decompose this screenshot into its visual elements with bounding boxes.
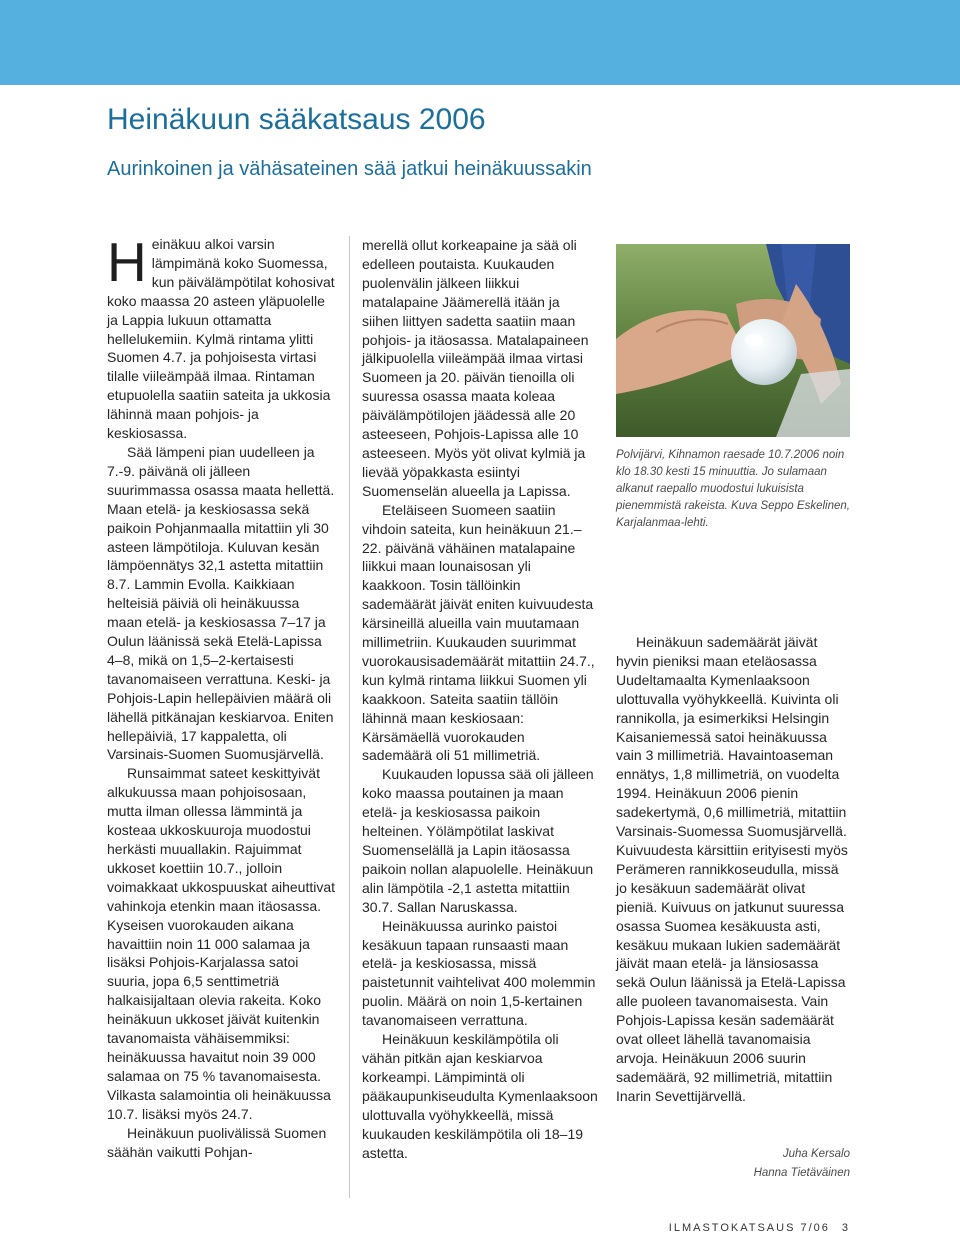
paragraph: Heinäkuun sademäärät jäivät hyvin pieniksi maan eteläosassa Uudeltamaalta Kymenlaaksoon ulottuvalla vyöhykkeellä. Kuivinta oli rannikolla, ja esimerkiksi Helsingin Kaisaniemessä satoi heinäkuussa vain 3 millimetriä. Havaintoaseman ennätys, 1,8 millimetriä, on vuodelta 1994. Heinäkuun 2006 pienin sadekertymä, 0,6 millimetriä, mitattiin Varsinais-Suomessa Suomusjärvellä. Kuivuudesta kärsittiin erityisesti myös Perämeren rannikkoseudulla, missä jo kesäkuun sademäärät olivat pieniä. Kuivuus on jatkunut suuressa osassa Suomea kesäkuusta asti, kesäkuu mukaan lukien sademäärät jäivät maan etelä- ja länsiosassa sekä Oulun läänissä ja Etelä-Lapissa alle puoleen tavanomaisesta. Vain Pohjois-Lapissa kesän sademäärät ovat olleet lähellä tavanomaisia arvoja. Heinäkuun 2006 suurin sademäärä, 92 millimetriä, mitattiin Inarin Sevettijärvellä. — [616, 634, 848, 1104]
hailstone-photo-illustration — [616, 244, 850, 437]
paragraph: Kuukauden lopussa sää oli jälleen koko maassa poutainen ja maan etelä- ja keskiosassa paikoin helteinen. Yölämpötilat laskivat Suomenselällä ja Lapin itäosassa paikoin nollan alapuolelle. Heinäkuun alin lämpötila -2,1 astetta mitattiin 30.7. Sallan Naruskassa. — [362, 766, 594, 915]
drop-cap: H — [107, 231, 147, 293]
page-footer — [560, 1222, 850, 1234]
photo-caption — [616, 447, 852, 532]
author-signature: Hanna Tietäväinen — [753, 1167, 850, 1179]
paragraph: Eteläiseen Suomeen saatiin vihdoin sateita, kun heinäkuun 21.–22. päivänä vähäinen matalapaine liikkui maan lounaisosan yli kaakkoon. Tosin tällöinkin sademäärät jäivät eniten kuivuudesta kärsineillä alueilla vain muutamaan millimetriin. Kuukauden suurimmat vuorokausisademäärät mitattiin 24.7., kun kylmä rintama liikkui Suomen yli kaakkoon. Sateita saatiin tällöin lähinnä maan keskiosaan: Kärsämäellä vuorokauden sademäärä oli 51 millimetriä. — [362, 501, 595, 764]
paragraph: merellä ollut korkeapaine ja sää oli edelleen poutaista. Kuukauden puolenvälin jälkeen liikkui matalapaine Jäämerellä itään ja siihen liittyen sadetta saatiin maan pohjois- ja itäosassa. Matalapaineen jälkipuolella viileämpää ilmaa virtasi Suomeen ja 20. päivän tienoilla oli suuressa osassa maata koleaa päivälämpötilojen jäädessä alle 20 asteeseen, Pohjois-Lapissa alle 10 asteeseen. Myös yöt olivat kylmiä ja lievää yöpakkasta esiintyi Suomenselän alueella ja Lapissa. — [362, 237, 589, 499]
paragraph: Sää lämpeni pian uudelleen ja 7.-9. päivänä oli jälleen suurimmassa osassa maata hellettä. Maan etelä- ja keskiosassa sekä paikoin Pohjanmaalla mitattiin yli 30 asteen lämpötiloja. Kuluvan kesän lämpöennätys 32,1 astetta mitattiin 8.7. Lammin Evolla. Kaikkiaan helteisiä päiviä oli heinäkuussa maan etelä- ja keskiosassa 7–17 ja Oulun läänissä sekä Etelä-Lapissa 4–8, mikä on 1,5–2-kertaisesti tavanomaiseen verrattuna. Keski- ja Pohjois-Lapin hellepäivien määrä oli lähellä pitkänajan keskiarvoa. Eniten hellepäiviä, 17 kappaletta, oli Varsinais-Suomen Suomusjärvellä. — [107, 443, 335, 763]
column-divider — [349, 236, 350, 1198]
paragraph: Heinäkuun puolivälissä Suomen säähän vaikutti Pohjan- — [107, 1124, 327, 1160]
paragraph: Runsaimmat sateet keskittyivät alkukuussa maan pohjoisosaan, mutta ilman ollessa lämmintä ja kosteaa ukkoskuuroja muodostui herkästi muuallakin. Rajuimmat ukkoset koettiin 10.7., jolloin voimakkaat ukkospuuskat aiheuttivat vahinkoja etenkin maan itäosassa. Kyseisen vuorokauden aikana havaittiin noin 11 000 salamaa ja lisäksi Pohjois-Karjalassa satoi suuria, jopa 6,5 senttimetriä halkaisijaltaan olevia rakeita. Koko heinäkuun ukkoset jäivät kuitenkin tavanomaista vähäisemmiksi: heinäkuussa havaitut noin 39 000 salamaa on 75 % tavanomaisesta. Vilkasta salamointia oli heinäkuussa 10.7. lisäksi myös 24.7. — [107, 765, 336, 1122]
publication-name: ILMASTOKATSAUS 7/06 — [668, 1222, 830, 1234]
author-signature: Juha Kersalo — [782, 1148, 850, 1160]
hailstone-photo — [616, 244, 850, 437]
text-column-1 — [107, 231, 337, 1161]
header-bar — [0, 0, 960, 85]
text-column-2 — [362, 236, 598, 1162]
text-column-3 — [616, 633, 850, 1106]
paragraph: Heinäkuussa aurinko paistoi kesäkuun tapaan runsaasti maan etelä- ja keskiosassa, missä paistetunnit vaihtelivat 400 molemmin puolin. Määrä on noin 1,5-kertainen tavanomaiseen verrattuna. — [362, 917, 596, 1029]
paragraph-text: einäkuu alkoi varsin lämpimänä koko Suomessa, kun päivälämpötilat kohosivat koko maassa 20 asteen yläpuolelle ja Lappia lukuun ottamatta hellelukemiin. Kylmä rintama ylitti Suomen 4.7. ja pohjoisesta virtasi tilalle viileämpää ilmaa. Rintaman etupuolella saatiin sateita ja ukkosia lähinnä maan pohjois- ja keskiosassa. — [107, 236, 335, 442]
paragraph: Heinäkuun keskilämpötila oli vähän pitkän ajan keskiarvoa korkeampi. Lämpimintä oli pääkaupunkiseudulta Kymenlaaksoon ulottuvalla vyöhykkeellä, missä kuukauden keskilämpötila oli 18–19 astetta. — [362, 1031, 598, 1161]
caption-text: Polvijärvi, Kihnamon raesade 10.7.2006 noin klo 18.30 kesti 15 minuuttia. Jo sulamaan alkanut raepallo muodostui lukuisista pienemmistä rakeista. Kuva Seppo Eskelinen, Karjalanmaa-lehti. — [616, 449, 850, 529]
article-title: Heinäkuun sääkatsaus 2006 — [107, 103, 486, 136]
page-number: 3 — [841, 1222, 850, 1234]
paragraph — [107, 231, 337, 443]
article-subtitle: Aurinkoinen ja vähäsateinen sää jatkui heinäkuussakin — [107, 158, 592, 180]
